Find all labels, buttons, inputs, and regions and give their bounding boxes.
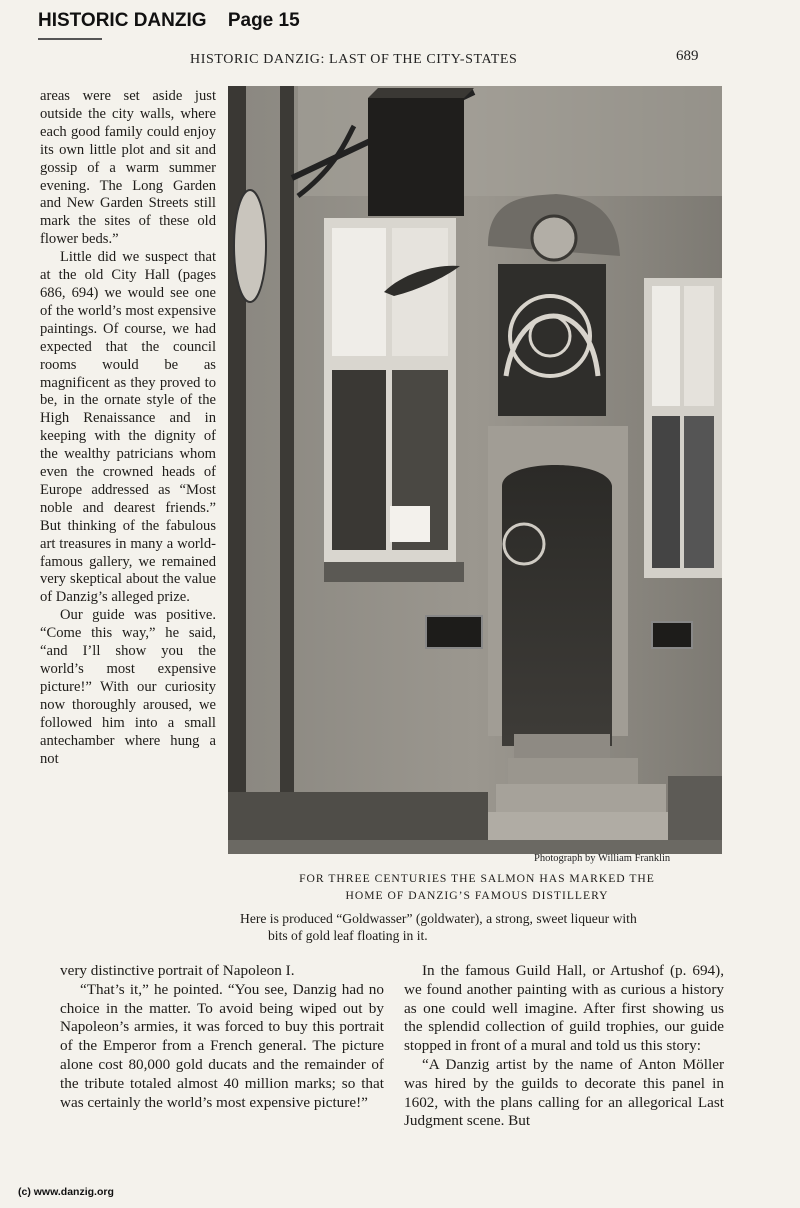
header-rule [38,38,102,40]
distillery-photograph [228,86,722,854]
body-left-paragraph-1: very distinctive portrait of Napoleon I. [60,962,295,979]
left-column-paragraph-2: Little did we suspect that at the old City Hall (pages 686, 694) we would see one of the world’s most expensive paintings. Of course, we had expected that the council rooms would be as magnificent as they proved to be, in the ornate style of the High Renaissance and in keeping with the dignity of the wealthy patricians whom even the crowned heads of Europe addressed as “Most noble and dearest friends.” But thinking of the fabulous art treasures in many a world-famous gallery, we remained very skeptical about the value of Danzig’s alleged prize. [40,249,216,606]
body-right-paragraph-2: “A Danzig artist by the name of Anton Möller was hired by the guilds to decorate this panel in 1602, with the plans calling for an allegorical Last Judgment scene. But [404,1055,724,1130]
caption-title [230,870,724,904]
body-left-column [60,962,384,1112]
page-number: 689 [676,48,699,64]
caption-title-line-2: HOME OF DANZIG’S FAMOUS DISTILLERY [345,889,609,902]
running-head: HISTORIC DANZIG: LAST OF THE CITY-STATES [190,52,518,67]
left-column-paragraph-1: areas were set aside just outside the city walls, where each good family could enjoy its own little plot and sit and gossip of a warm summer evening. The Long Garden and New Garden Streets still mark the sites of these old flower beds.” [40,88,216,248]
body-right-column [404,962,724,1131]
photo-credit: Photograph by William Franklin [534,853,671,864]
site-page-label: Page 15 [227,10,300,31]
body-left-paragraph-2: “That’s it,” he pointed. “You see, Danzig had no choice in the matter. To avoid being wiped out by Napoleon’s armies, it was forced to buy this portrait of the Emperor from a French general. The picture alone cost 80,000 gold ducats and the remainder of the tribute totaled almost 40 million marks; so that was certainly the world’s most expensive picture!” [60,980,384,1111]
caption-title-line-1: FOR THREE CENTURIES THE SALMON HAS MARKED THE [299,872,655,885]
caption-text-line-2: bits of gold leaf floating in it. [268,928,428,943]
caption-text-line-1: Here is produced “Goldwasser” (goldwater), a strong, sweet liqueur with [240,911,637,926]
site-header [38,10,316,32]
copyright-notice: (c) www.danzig.org [18,1186,114,1198]
left-column-paragraph-3: Our guide was positive. “Come this way,” he said, “and I’ll show you the world’s most expensive picture!” With our curiosity now thoroughly aroused, we followed him into a small antechamber where hung a not [40,607,216,767]
body-right-paragraph-1: In the famous Guild Hall, or Artushof (p. 694), we found another painting with as curious a history as one could well imagine. After first showing us the splendid collection of guild trophies, our guide stopped in front of a mural and told us this story: [404,962,724,1055]
site-title: HISTORIC DANZIG [38,10,207,31]
left-column [40,88,216,768]
caption-text [240,910,728,944]
